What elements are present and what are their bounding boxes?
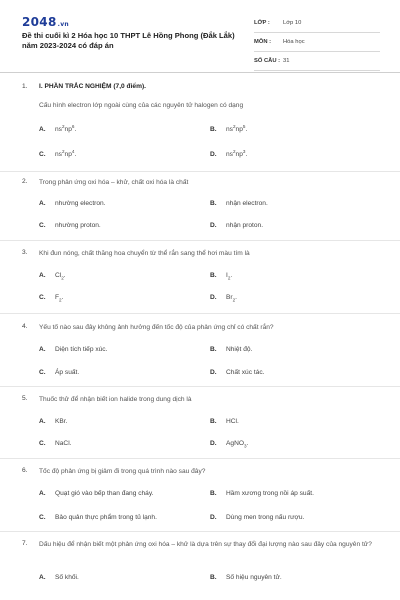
question-divider bbox=[0, 386, 400, 387]
option-text: nhận electron. bbox=[226, 200, 268, 207]
option-letter: A. bbox=[39, 490, 46, 497]
option-text: nhường electron. bbox=[55, 200, 106, 207]
option-letter: B. bbox=[210, 200, 217, 207]
option-letter: C. bbox=[39, 369, 46, 376]
option-text: Diện tích tiếp xúc. bbox=[55, 346, 108, 353]
exam-meta bbox=[254, 14, 380, 71]
meta-count-label: SỐ CÂU : bbox=[254, 58, 281, 64]
logo-suffix: .vn bbox=[57, 21, 69, 28]
option-d[interactable]: D. AgNO$_3$. bbox=[210, 440, 249, 449]
site-logo[interactable] bbox=[22, 15, 69, 29]
meta-class-label: LỚP : bbox=[254, 20, 270, 26]
question-number: 2. bbox=[22, 178, 28, 185]
option-c[interactable] bbox=[39, 440, 72, 447]
question-text: Khi đun nóng, chất thăng hoa chuyển từ thể rắn sang thể hơi màu tím là bbox=[39, 250, 250, 257]
option-text: Số khối. bbox=[55, 574, 79, 581]
option-c[interactable] bbox=[39, 514, 157, 521]
option-b[interactable] bbox=[210, 490, 314, 497]
section-title: I. PHẦN TRẮC NGHIỆM (7,0 điểm). bbox=[39, 83, 146, 90]
option-text: HCl. bbox=[226, 418, 239, 425]
option-letter: C. bbox=[39, 222, 46, 229]
option-letter: C. bbox=[39, 440, 46, 447]
option-b[interactable] bbox=[210, 418, 239, 425]
option-d[interactable] bbox=[210, 222, 263, 229]
option-text: Hầm xương trong nồi áp suất. bbox=[226, 490, 314, 497]
option-letter: B. bbox=[210, 574, 217, 581]
option-a[interactable] bbox=[39, 200, 106, 207]
question-number: 3. bbox=[22, 249, 28, 256]
option-b[interactable] bbox=[210, 200, 268, 207]
option-a[interactable] bbox=[39, 418, 67, 425]
option-letter: C. bbox=[39, 151, 46, 159]
question-number: 4. bbox=[22, 323, 28, 330]
option-letter: B. bbox=[210, 126, 217, 134]
option-b[interactable]: B. $I_2$. bbox=[210, 272, 233, 281]
question-number: 6. bbox=[22, 467, 28, 474]
option-b[interactable]: B. $ns^2np^5$. bbox=[210, 124, 248, 134]
option-text: Bảo quản thực phẩm trong tủ lạnh. bbox=[55, 514, 157, 521]
header-divider bbox=[0, 72, 400, 73]
option-a[interactable] bbox=[39, 490, 154, 497]
option-letter: C. bbox=[39, 294, 46, 301]
option-letter: B. bbox=[210, 272, 217, 279]
question-divider bbox=[0, 531, 400, 532]
option-letter: D. bbox=[210, 369, 217, 376]
option-letter: B. bbox=[210, 346, 217, 353]
meta-subject-value: Hóa học bbox=[283, 39, 305, 45]
question-text: Trong phản ứng oxi hóa – khử, chất oxi hóa là chất bbox=[39, 179, 189, 186]
option-text: Chất xúc tác. bbox=[226, 369, 265, 376]
option-letter: D. bbox=[210, 514, 217, 521]
option-a[interactable]: A. $Cl_2$. bbox=[39, 272, 66, 281]
option-letter: D. bbox=[210, 440, 217, 447]
option-text: Nhiệt độ. bbox=[226, 346, 253, 353]
option-letter: A. bbox=[39, 418, 46, 425]
option-text: NaCl. bbox=[55, 440, 72, 447]
option-b[interactable] bbox=[210, 574, 282, 581]
option-letter: A. bbox=[39, 126, 46, 134]
question-divider bbox=[0, 313, 400, 314]
option-text: nhường proton. bbox=[55, 222, 101, 229]
option-d[interactable] bbox=[210, 514, 304, 521]
meta-class-value: Lớp 10 bbox=[283, 20, 302, 26]
option-letter: D. bbox=[210, 151, 217, 159]
option-letter: A. bbox=[39, 200, 46, 207]
option-text: KBr. bbox=[55, 418, 68, 425]
option-text: Số hiệu nguyên tử. bbox=[226, 574, 282, 581]
question-divider bbox=[0, 171, 400, 172]
option-text: Quạt gió vào bếp than đang cháy. bbox=[55, 490, 154, 497]
question-number: 7. bbox=[22, 540, 28, 547]
option-letter: A. bbox=[39, 346, 46, 353]
page-header bbox=[0, 0, 400, 64]
question-number: 1. bbox=[22, 83, 28, 90]
option-c[interactable] bbox=[39, 222, 101, 229]
option-text: nhận proton. bbox=[226, 222, 264, 229]
question-text: Yếu tố nào sau đây không ảnh hưởng đến tốc độ của phản ứng chỉ có chất rắn? bbox=[39, 324, 274, 331]
option-c[interactable]: C. $F_2$. bbox=[39, 294, 64, 303]
option-letter: B. bbox=[210, 418, 217, 425]
option-letter: A. bbox=[39, 272, 46, 279]
option-c[interactable]: C. $ns^2np^4$. bbox=[39, 149, 77, 159]
question-text: Cấu hình electron lớp ngoài cùng của các nguyên tử halogen có dạng bbox=[39, 102, 244, 109]
option-c[interactable] bbox=[39, 369, 79, 376]
meta-count-row bbox=[254, 52, 380, 71]
question-number: 5. bbox=[22, 395, 28, 402]
option-text: Dùng men trong nấu rượu. bbox=[226, 514, 305, 521]
option-d[interactable]: D. $ns^2np^3$. bbox=[210, 149, 248, 159]
exam-title: Đề thi cuối kì 2 Hóa học 10 THPT Lê Hồng Phong (Đắk Lắk) năm 2023-2024 có đáp án bbox=[22, 31, 235, 50]
meta-subject-row bbox=[254, 33, 380, 52]
meta-class-row bbox=[254, 14, 380, 33]
meta-count-value: 31 bbox=[283, 58, 290, 64]
question-divider bbox=[0, 458, 400, 459]
option-a[interactable] bbox=[39, 574, 79, 581]
logo-text: 2048 bbox=[22, 15, 57, 29]
option-d[interactable] bbox=[210, 369, 264, 376]
question-text: Tốc độ phản ứng bị giảm đi trong quá trình nào sau đây? bbox=[39, 468, 206, 475]
option-d[interactable]: D. $Br_2$. bbox=[210, 294, 237, 303]
question-text: Thuốc thử để nhận biết ion halide trong dung dịch là bbox=[39, 396, 192, 403]
option-text: Áp suất. bbox=[55, 369, 80, 376]
option-letter: D. bbox=[210, 222, 217, 229]
option-letter: D. bbox=[210, 294, 217, 301]
question-divider bbox=[0, 240, 400, 241]
option-letter: B. bbox=[210, 490, 217, 497]
option-letter: A. bbox=[39, 574, 46, 581]
option-letter: C. bbox=[39, 514, 46, 521]
option-a[interactable] bbox=[39, 346, 107, 353]
option-a[interactable]: A. $ns^2np^6$. bbox=[39, 124, 77, 134]
meta-subject-label: MÔN : bbox=[254, 39, 272, 45]
option-b[interactable] bbox=[210, 346, 252, 353]
question-text: Dấu hiệu để nhận biết một phản ứng oxi hóa – khử là dựa trên sự thay đổi đại lượng nào sau đây của nguyên tử? bbox=[39, 541, 372, 548]
